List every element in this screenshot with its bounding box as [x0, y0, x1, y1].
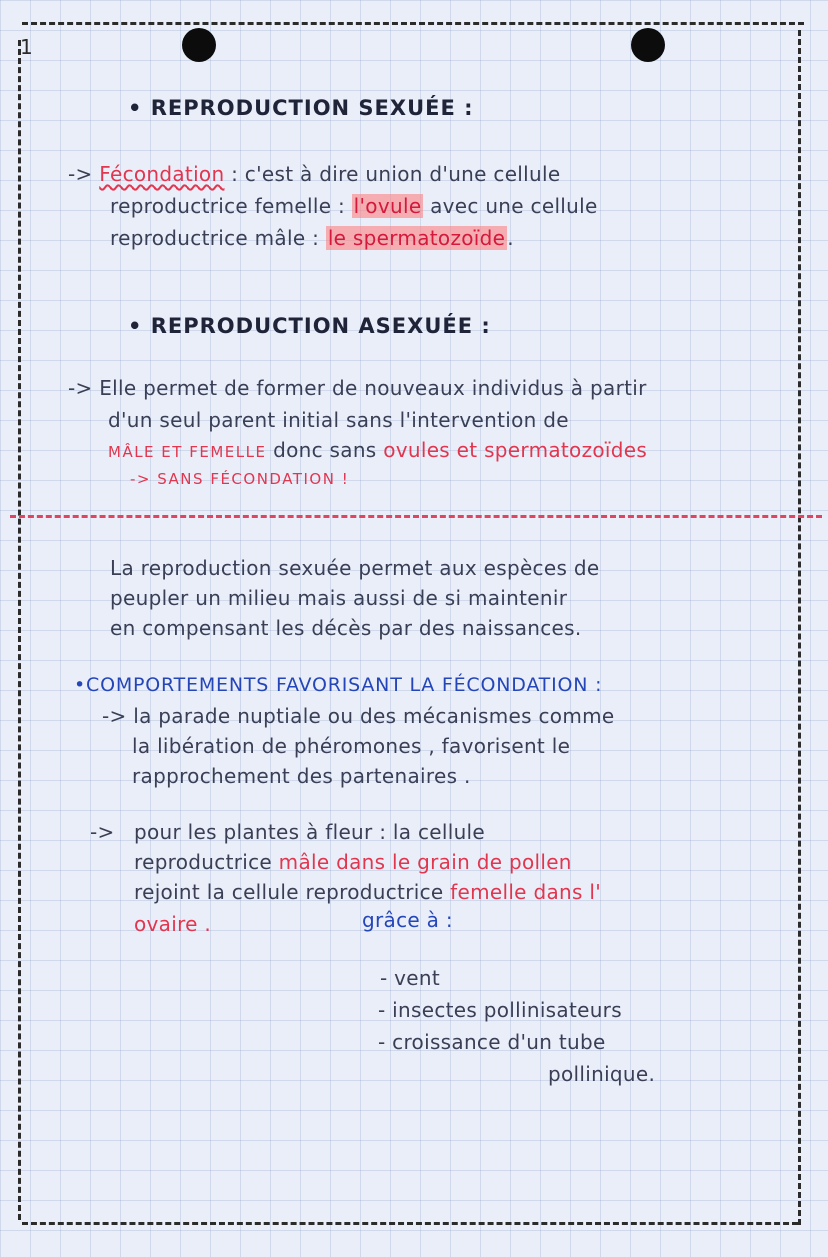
text-fragment: donc sans [266, 438, 384, 462]
list-item: - vent [380, 966, 441, 990]
plantes-line-3 [134, 880, 601, 904]
grace-a: grâce à : [362, 908, 453, 932]
list-item: - croissance d'un tube [378, 1030, 606, 1054]
highlight-ovule: l'ovule [353, 194, 422, 218]
paragraph-line-1: La reproduction sexuée permet aux espèces de [110, 556, 600, 580]
arrow-marker: -> [68, 162, 93, 186]
text-fragment: reproductrice [134, 850, 279, 874]
text-fragment: reproductrice mâle : [110, 226, 326, 250]
ovules-spermatozoides: ovules et spermatozoïdes [383, 438, 648, 462]
list-item-continuation: pollinique. [548, 1062, 656, 1086]
plantes-line-2 [134, 850, 572, 874]
term-fecondation: Fécondation [99, 162, 225, 186]
paragraph-line-2: peupler un milieu mais aussi de si maintenir [110, 586, 568, 610]
left-dashed-border [18, 40, 21, 1220]
comportements-line-1: -> la parade nuptiale ou des mécanismes comme [102, 704, 615, 728]
heading-reproduction-asexuee: • REPRODUCTION ASEXUÉE : [128, 314, 491, 338]
asexuee-line-1: -> Elle permet de former de nouveaux individus à partir [68, 376, 647, 400]
heading-comportements: •COMPORTEMENTS FAVORISANT LA FÉCONDATION : [74, 674, 603, 696]
comportements-line-3: rapprochement des partenaires . [132, 764, 471, 788]
binder-hole-right [631, 28, 665, 62]
binder-hole-left [182, 28, 216, 62]
comportements-line-2: la libération de phéromones , favorisent le [132, 734, 571, 758]
fecondation-line-2 [110, 194, 598, 218]
femelle-dans: femelle dans l' [450, 880, 602, 904]
fecondation-line-3 [110, 226, 514, 250]
section-divider [10, 515, 822, 518]
male-et-femelle: MÂLE ET FEMELLE [108, 443, 267, 461]
plantes-line-1: pour les plantes à fleur : la cellule [134, 820, 486, 844]
plantes-arrow: -> [90, 820, 115, 844]
text-fragment: reproductrice femelle : [110, 194, 352, 218]
asexuee-line-2: d'un seul parent initial sans l'intervention de [108, 408, 569, 432]
sans-fecondation: -> SANS FÉCONDATION ! [130, 470, 350, 488]
highlight-spermatozoide: le spermatozoïde [327, 226, 506, 250]
heading-reproduction-sexuee: • REPRODUCTION SEXUÉE : [128, 96, 474, 120]
paragraph-line-3: en compensant les décès par des naissances. [110, 616, 582, 640]
bottom-dashed-border [22, 1222, 798, 1225]
asexuee-line-3 [108, 438, 647, 462]
list-item: - insectes pollinisateurs [378, 998, 622, 1022]
fecondation-line-1 [68, 162, 560, 186]
male-grain-pollen: mâle dans le grain de pollen [278, 850, 572, 874]
right-dashed-border [798, 30, 801, 1225]
page-number: 1 [20, 35, 33, 59]
ovaire-text: ovaire . [134, 912, 212, 936]
top-dashed-border [22, 22, 804, 25]
text-fragment: rejoint la cellule reproductrice [134, 880, 451, 904]
text-fragment: avec une cellule [423, 194, 598, 218]
text-fragment: . [507, 226, 514, 250]
definition-text: : c'est à dire union d'une cellule [224, 162, 561, 186]
